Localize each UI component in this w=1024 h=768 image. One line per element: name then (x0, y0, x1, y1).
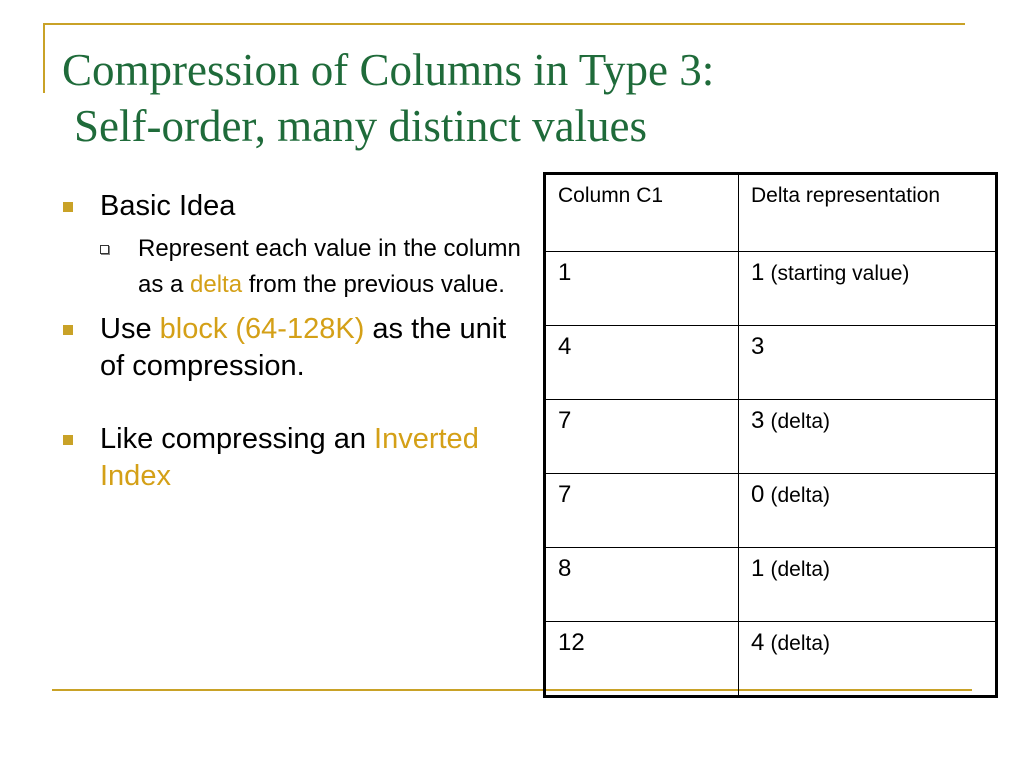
table-cell-c1: 4 (545, 326, 739, 400)
slide-title-line2: Self-order, many distinct values (74, 101, 648, 151)
bullet-use-block (62, 311, 532, 385)
bullet-basic-idea (62, 188, 532, 225)
table-header-row (545, 174, 997, 252)
table-row (545, 548, 997, 622)
delta-note: (delta) (770, 632, 831, 655)
bullet-highlight: block (64-128K) (159, 313, 365, 345)
bullet-highlight: Inverted Index (100, 423, 479, 492)
subbullet-text-post: from the previous value. (242, 271, 505, 298)
bullet-list (62, 188, 532, 501)
table-cell-delta (739, 548, 997, 622)
table-cell-delta (739, 474, 997, 548)
bullet-text: Basic Idea (100, 190, 236, 222)
delta-value: 1 (751, 555, 765, 582)
table-row (545, 474, 997, 548)
delta-value: 0 (751, 481, 765, 508)
table-cell-c1: 7 (545, 400, 739, 474)
frame-left-line (43, 23, 45, 93)
delta-note: (delta) (770, 410, 831, 433)
bullet-text-pre: Like compressing an (100, 423, 375, 455)
table-header-column-c1: Column C1 (545, 174, 739, 252)
table-cell-c1: 12 (545, 622, 739, 697)
delta-value: 3 (751, 333, 765, 360)
delta-note: (delta) (770, 558, 831, 581)
table-cell-delta (739, 622, 997, 697)
table-cell-delta (739, 252, 997, 326)
table-cell-c1: 1 (545, 252, 739, 326)
table-row (545, 400, 997, 474)
square-bullet-icon (63, 202, 73, 212)
table-row (545, 622, 997, 697)
slide-title-line1: Compression of Columns in Type 3: (62, 45, 715, 95)
table-header-delta: Delta representation (739, 174, 997, 252)
table-row (545, 326, 997, 400)
table-cell-delta (739, 400, 997, 474)
slide-title (62, 42, 962, 154)
bullet-text-pre: Use (100, 313, 160, 345)
subbullet-highlight: delta (190, 271, 243, 298)
delta-note: (starting value) (770, 262, 910, 285)
bullet-text-post: as the unit of compression. (100, 313, 507, 382)
table-cell-c1: 7 (545, 474, 739, 548)
subbullet-text-pre: Represent each value in the column as a (138, 235, 521, 298)
square-bullet-icon (63, 325, 73, 335)
delta-value: 3 (751, 407, 765, 434)
delta-table (543, 172, 998, 698)
table-row (545, 252, 997, 326)
delta-note: (delta) (770, 484, 831, 507)
table-cell-delta (739, 326, 997, 400)
bullet-inverted-index (62, 421, 532, 495)
delta-value: 1 (751, 259, 765, 286)
delta-value: 4 (751, 629, 765, 656)
hollow-square-bullet-icon (100, 245, 109, 254)
frame-top-line (43, 23, 965, 25)
square-bullet-icon (63, 435, 73, 445)
table-cell-c1: 8 (545, 548, 739, 622)
subbullet-represent (100, 231, 532, 303)
